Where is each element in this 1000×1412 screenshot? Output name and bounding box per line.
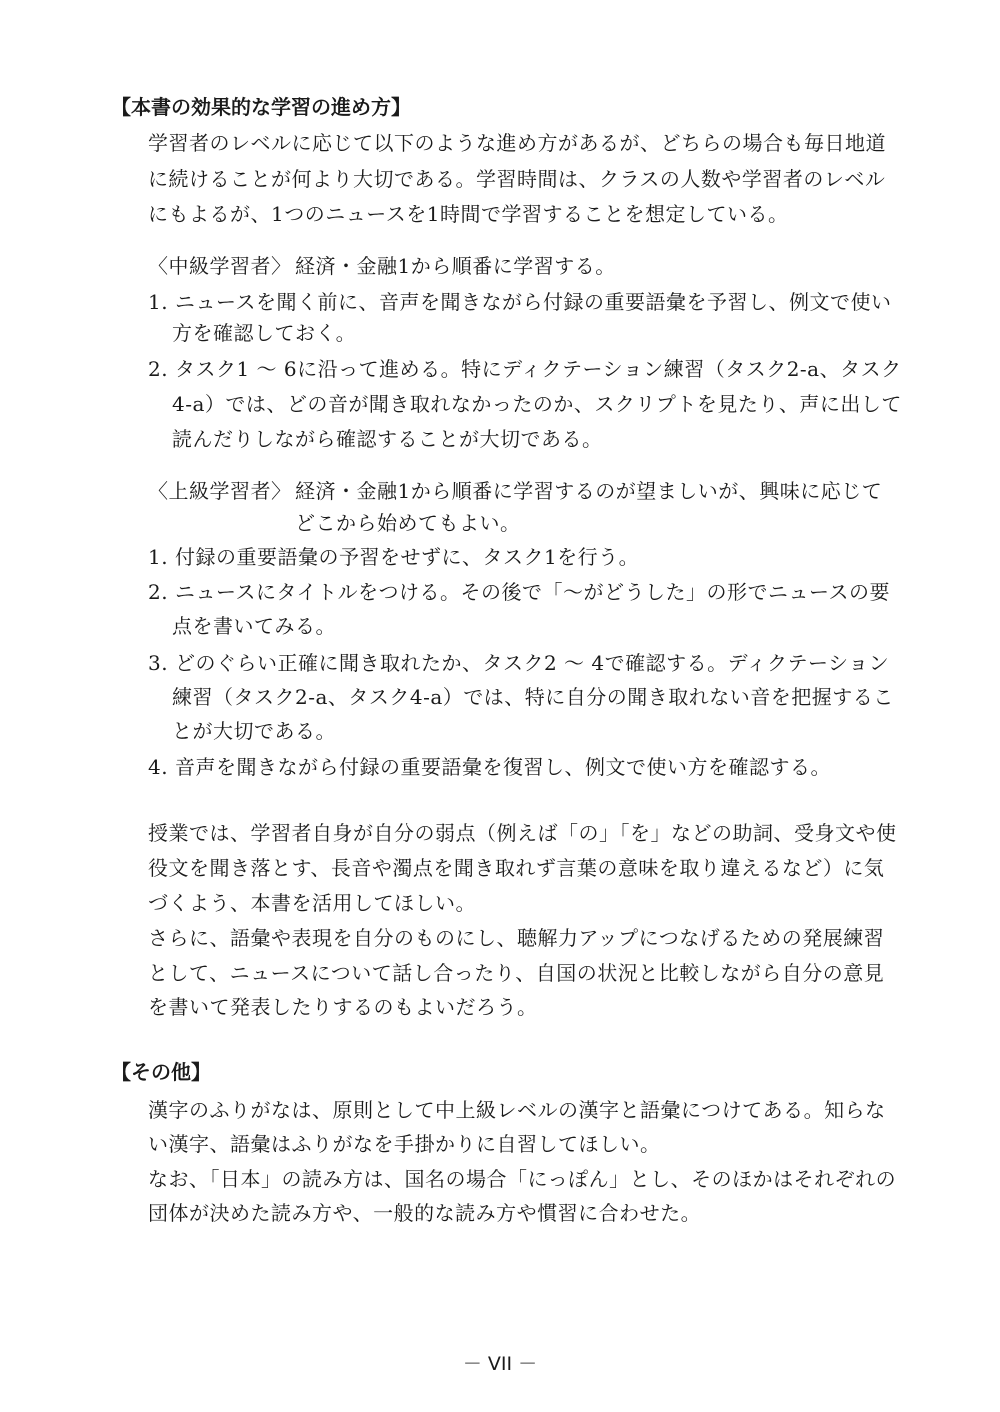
- advanced-label: 〈上級学習者〉: [148, 479, 292, 503]
- closing-line: づくよう、本書を活用してほしい。: [148, 891, 476, 915]
- advanced-step: 3. どのぐらい正確に聞き取れたか、タスク2 ～ 4で確認する。ディクテーション: [148, 651, 890, 675]
- advanced-step: 1. 付録の重要語彙の予習をせずに、タスク1を行う。: [148, 545, 640, 569]
- page-number: － VII －: [462, 1353, 538, 1375]
- intermediate-description: 経済・金融1から順番に学習する。: [295, 254, 616, 278]
- advanced-description: どこから始めてもよい。: [295, 511, 521, 535]
- advanced-step-continued: とが大切である。: [172, 719, 336, 743]
- intermediate-step-continued: 方を確認しておく。: [172, 321, 357, 345]
- intermediate-step-continued: 4-a）では、どの音が聞き取れなかったのか、スクリプトを見たり、声に出して: [172, 392, 902, 416]
- advanced-step-continued: 点を書いてみる。: [172, 614, 336, 638]
- advanced-description: 経済・金融1から順番に学習するのが望ましいが、興味に応じて: [295, 479, 883, 503]
- intermediate-step: 2. タスク1 ～ 6に沿って進める。特にディクテーション練習（タスク2-a、タスク: [148, 357, 902, 381]
- section-heading-other: 【その他】: [111, 1060, 211, 1084]
- intro-line: にもよるが、1つのニュースを1時間で学習することを想定している。: [148, 202, 789, 226]
- other-line: 漢字のふりがなは、原則として中上級レベルの漢字と語彙につけてある。知らな: [148, 1098, 886, 1122]
- closing-line: さらに、語彙や表現を自分のものにし、聴解力アップにつなげるための発展練習: [148, 926, 885, 950]
- intermediate-step-continued: 読んだりしながら確認することが大切である。: [172, 427, 603, 451]
- advanced-step: 2. ニュースにタイトルをつける。その後で「～がどうした」の形でニュースの要: [148, 580, 891, 604]
- advanced-step: 4. 音声を聞きながら付録の重要語彙を復習し、例文で使い方を確認する。: [148, 755, 831, 779]
- intermediate-label: 〈中級学習者〉: [148, 254, 292, 278]
- other-line: なお、「日本」の読み方は、国名の場合「にっぽん」とし、そのほかはそれぞれの: [148, 1167, 897, 1191]
- intro-line: に続けることが何より大切である。学習時間は、クラスの人数や学習者のレベル: [148, 167, 886, 191]
- intermediate-step: 1. ニュースを聞く前に、音声を聞きながら付録の重要語彙を予習し、例文で使い: [148, 290, 892, 314]
- other-line: い漢字、語彙はふりがなを手掛かりに自習してほしい。: [148, 1132, 661, 1156]
- section-heading-effective-study: 【本書の効果的な学習の進め方】: [111, 95, 411, 119]
- closing-line: 授業では、学習者自身が自分の弱点（例えば「の」「を」などの助詞、受身文や使: [148, 821, 897, 845]
- other-line: 団体が決めた読み方や、一般的な読み方や慣習に合わせた。: [148, 1201, 702, 1225]
- closing-line: 役文を聞き落とす、長音や濁点を聞き取れず言葉の意味を取り違えるなど）に気: [148, 856, 885, 880]
- closing-line: として、ニュースについて話し合ったり、自国の状況と比較しながら自分の意見: [148, 961, 885, 985]
- intro-line: 学習者のレベルに応じて以下のような進め方があるが、どちらの場合も毎日地道: [148, 131, 886, 155]
- advanced-step-continued: 練習（タスク2-a、タスク4-a）では、特に自分の聞き取れない音を把握するこ: [172, 685, 894, 709]
- closing-line: を書いて発表したりするのもよいだろう。: [148, 995, 538, 1019]
